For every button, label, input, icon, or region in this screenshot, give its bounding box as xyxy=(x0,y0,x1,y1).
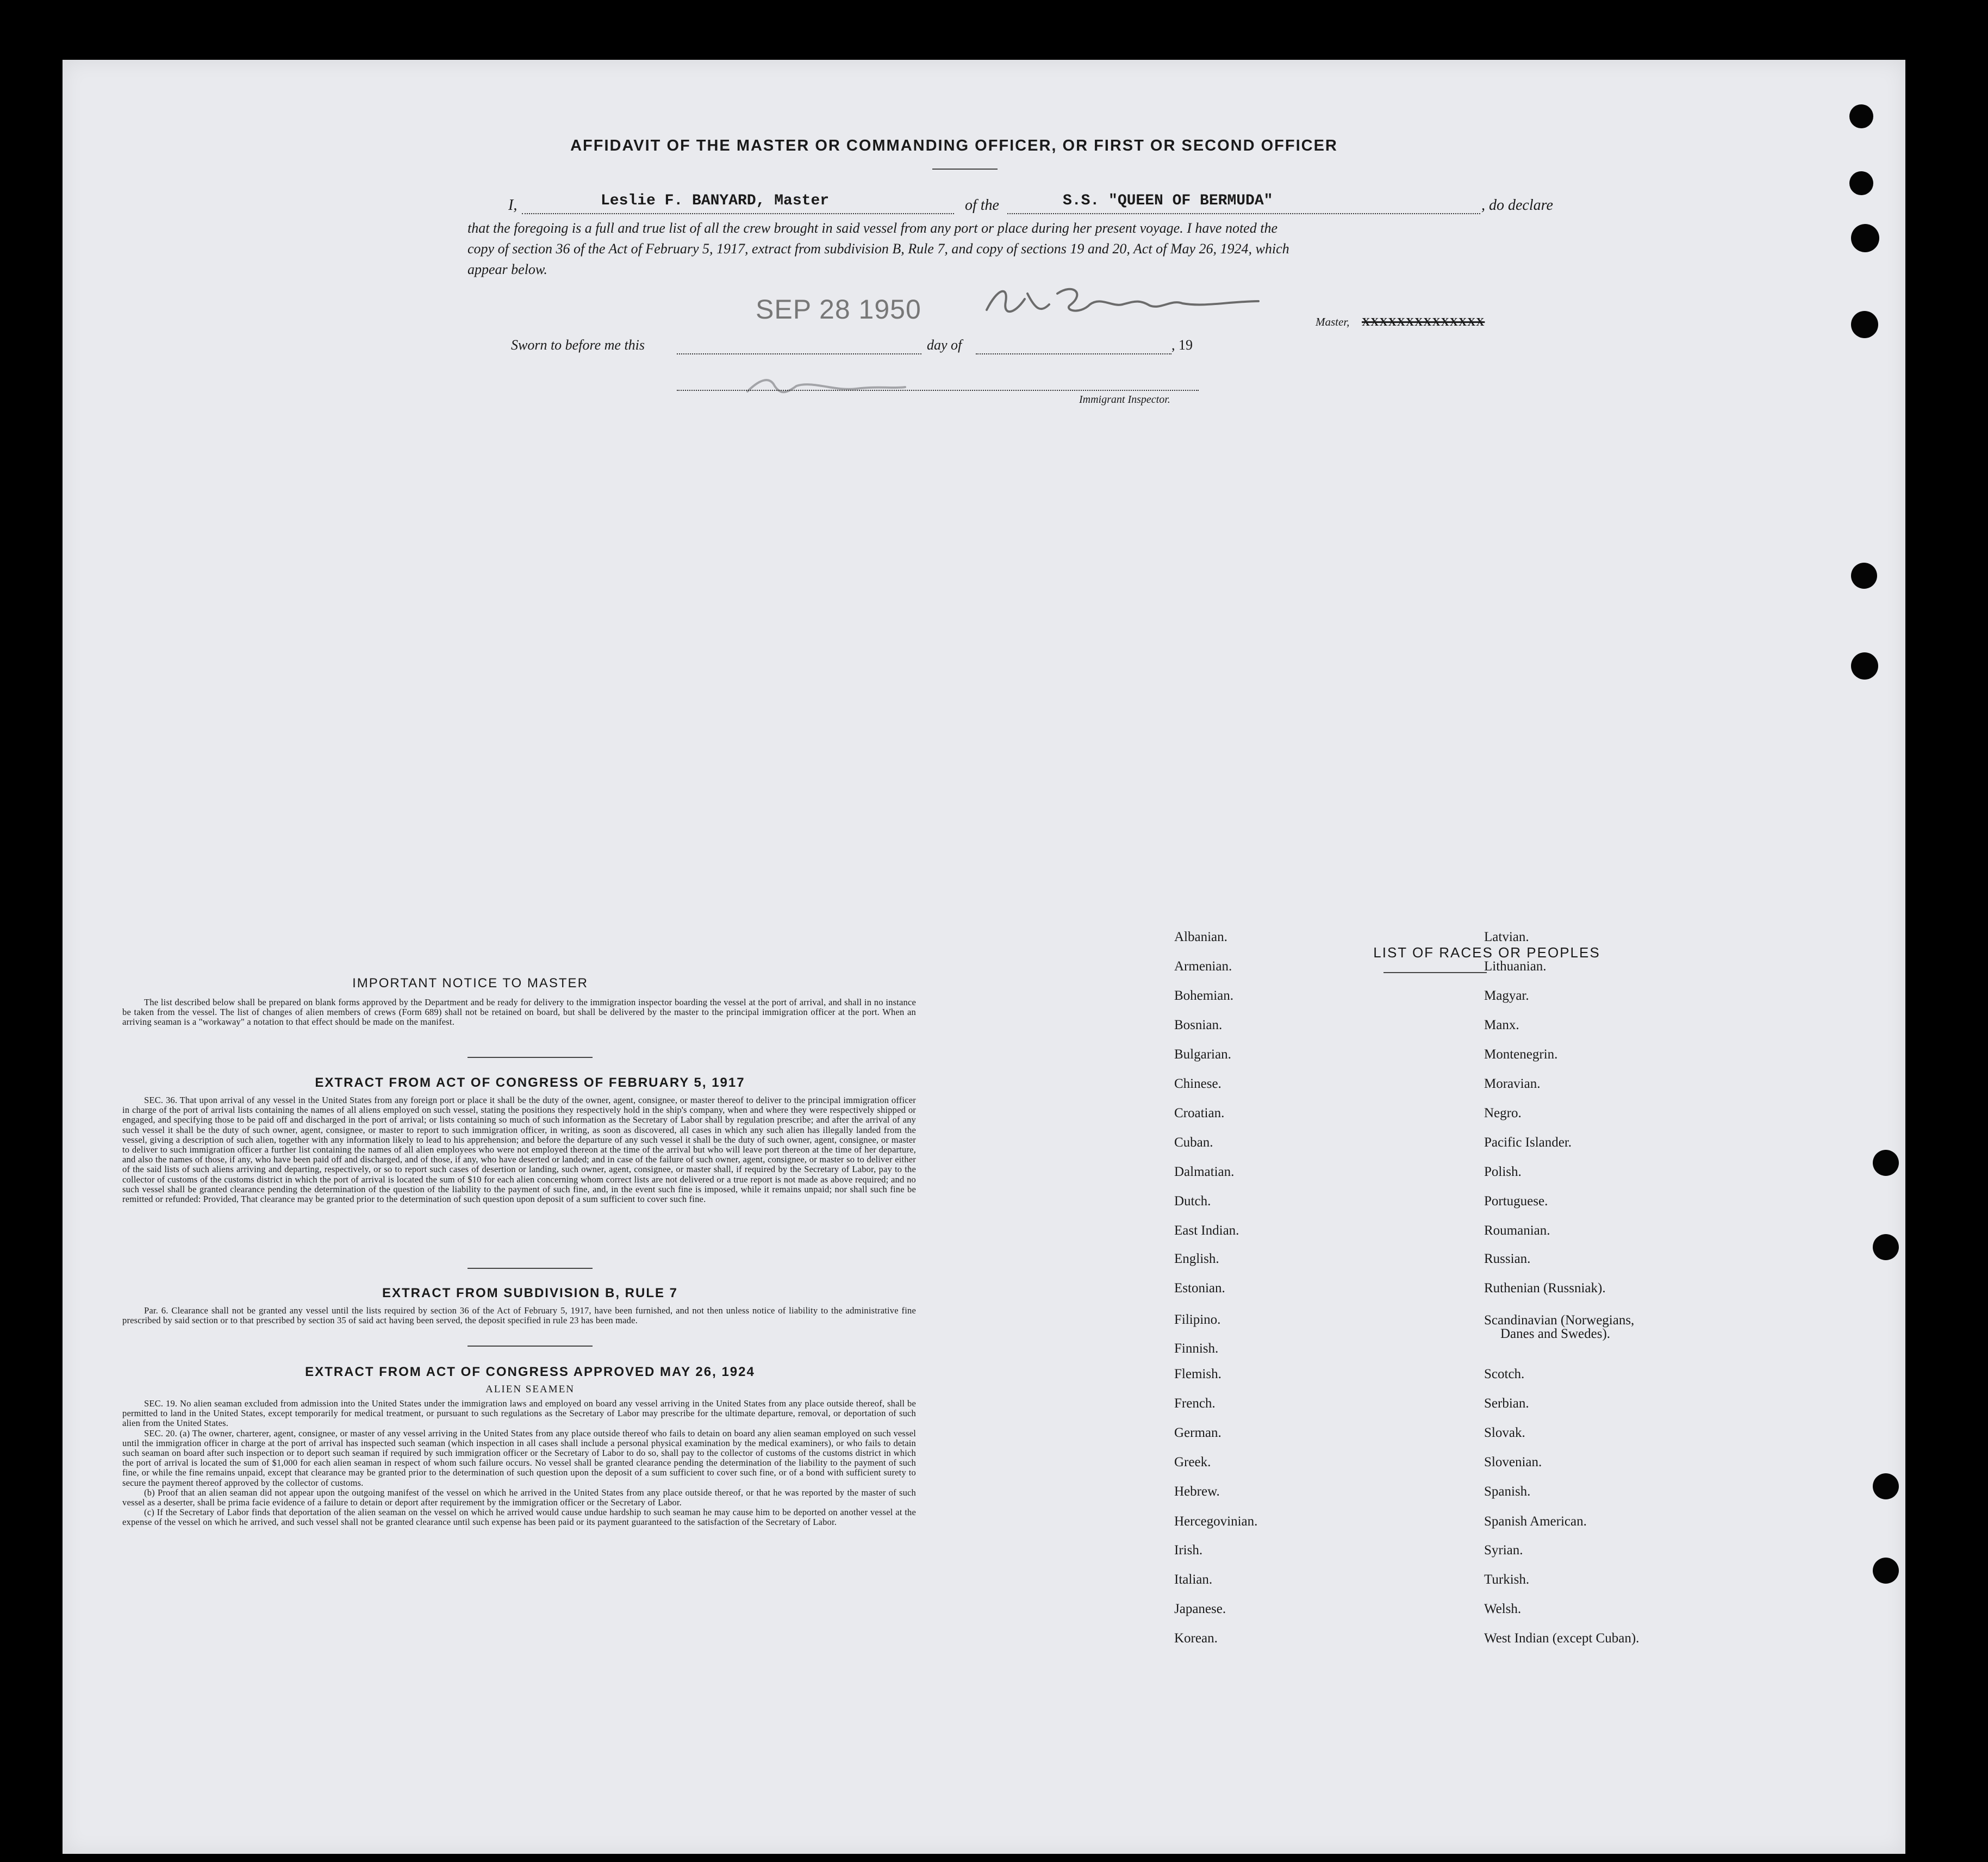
affidavit-body-line-2: copy of section 36 of the Act of February 5, 1917, extract from subdivision B, Rule 7, and copy of sections 19 and 20, Act of May 26, 1924, which xyxy=(468,241,1289,257)
race-item: Hercegovinian. xyxy=(1174,1514,1258,1529)
race-item: Spanish American. xyxy=(1484,1514,1587,1529)
race-item: Dutch. xyxy=(1174,1194,1211,1209)
punch-hole xyxy=(1851,311,1878,338)
extract-1924-title: EXTRACT FROM ACT OF CONGRESS APPROVED MAY 26, 1924 xyxy=(305,1365,755,1379)
punch-hole xyxy=(1873,1150,1899,1176)
race-item: Manx. xyxy=(1484,1018,1519,1032)
race-item: Ruthenian (Russniak). xyxy=(1484,1281,1606,1296)
race-item: Russian. xyxy=(1484,1251,1531,1266)
notice-section xyxy=(122,998,916,1027)
extract-rule7-section xyxy=(122,1306,916,1325)
extract-rule7-text: Par. 6. Clearance shall not be granted any vessel until the lists required by section 36 of the Act of February 5, 1917, have been furnished, and not then unless notice of liability to the administrative fine prescribed by said section or to that prescribed by section 35 of said act having been served, the deposit specified in rule 23 has been made. xyxy=(122,1305,916,1326)
extract-1924-section xyxy=(122,1399,916,1528)
i-label: I, xyxy=(508,197,518,214)
punch-hole xyxy=(1873,1558,1899,1584)
punch-hole xyxy=(1851,652,1878,680)
master-name: Leslie F. BANYARD, Master xyxy=(601,192,830,209)
sworn-day-line xyxy=(677,353,921,354)
race-item: Spanish. xyxy=(1484,1484,1531,1499)
race-item: German. xyxy=(1174,1425,1222,1440)
race-item: Pacific Islander. xyxy=(1484,1135,1572,1150)
race-item: Roumanian. xyxy=(1484,1223,1550,1238)
affidavit-body-line-1: that the foregoing is a full and true list of all the crew brought in said vessel from any port or place during her present voyage. I have noted the xyxy=(468,220,1277,236)
race-item: Welsh. xyxy=(1484,1602,1522,1616)
race-item: Bosnian. xyxy=(1174,1018,1223,1032)
inspector-label: Immigrant Inspector. xyxy=(1079,394,1170,406)
race-item: Hebrew. xyxy=(1174,1484,1220,1499)
day-of-label: day of xyxy=(927,337,962,353)
race-item: Turkish. xyxy=(1484,1572,1530,1587)
date-stamp: SEP 28 1950 xyxy=(756,294,921,325)
vessel-line xyxy=(1007,213,1480,214)
race-item: Bohemian. xyxy=(1174,988,1234,1003)
race-item: French. xyxy=(1174,1396,1216,1411)
race-item: Croatian. xyxy=(1174,1106,1225,1120)
races-title: LIST OF RACES OR PEOPLES xyxy=(1373,944,1600,961)
race-item: Moravian. xyxy=(1484,1076,1541,1091)
race-item: Magyar. xyxy=(1484,988,1529,1003)
race-item: Syrian. xyxy=(1484,1543,1523,1558)
race-item: Slovak. xyxy=(1484,1425,1525,1440)
punch-hole xyxy=(1849,171,1873,195)
document-page xyxy=(63,60,1905,1854)
race-item: Danes and Swedes). xyxy=(1500,1327,1611,1341)
race-item: Scandinavian (Norwegians, xyxy=(1484,1313,1635,1328)
race-item: Estonian. xyxy=(1174,1281,1225,1296)
sworn-month-line xyxy=(976,353,1171,354)
punch-hole xyxy=(1873,1234,1899,1260)
extract-1917-title: EXTRACT FROM ACT OF CONGRESS OF FEBRUARY 5, 1917 xyxy=(315,1075,745,1090)
race-item: Portuguese. xyxy=(1484,1194,1548,1209)
of-the-label: of the xyxy=(965,197,999,214)
race-item: Filipino. xyxy=(1174,1312,1221,1327)
races-title-rule xyxy=(1384,972,1487,973)
race-item: Irish. xyxy=(1174,1543,1203,1558)
race-item: Finnish. xyxy=(1174,1341,1219,1356)
title-rule xyxy=(932,169,998,170)
affidavit-title: AFFIDAVIT OF THE MASTER OR COMMANDING OFFICER, OR FIRST OR SECOND OFFICER xyxy=(570,137,1338,154)
section-rule xyxy=(468,1268,593,1269)
race-item: Negro. xyxy=(1484,1106,1522,1120)
inspector-line xyxy=(677,390,1199,391)
race-item: Chinese. xyxy=(1174,1076,1222,1091)
sec20a-text: SEC. 20. (a) The owner, charterer, agent, consignee, or master of any vessel arriving in the United States from any place outside thereof who fails to detain on board any alien seaman employed on such vessel until the immigration officer in charge at the port of arrival has inspected such seaman (which inspection in all cases shall include a personal physical examination by the medical examiners), or who fails to detain such seaman on board after such inspection or to deport such seaman if required by such immigration officer or the Secretary of Labor to do so, shall pay to the collector of customs of the customs district in which the port of arrival is located the sum of $1,000 for each alien seaman in respect of whom such failure occurs. No vessel shall be granted clearance pending the determination of the liability to the payment of such fine, or while the fine remains unpaid, except that clearance may be granted prior to the determination of such question upon the deposit of a sum sufficient to cover such fine, or of a bond with sufficient surety to secure the payment thereof approved by the collector of customs. xyxy=(122,1428,916,1488)
name-line xyxy=(522,213,954,214)
section-rule xyxy=(468,1346,593,1347)
race-item: West Indian (except Cuban). xyxy=(1484,1631,1640,1646)
crossed-out-title: XXXXXXXXXXXXXX xyxy=(1362,315,1485,328)
race-item: Albanian. xyxy=(1174,930,1227,944)
punch-hole xyxy=(1849,104,1873,128)
race-item: Slovenian. xyxy=(1484,1455,1542,1469)
race-item: Lithuanian. xyxy=(1484,959,1547,974)
race-item: Polish. xyxy=(1484,1164,1522,1179)
race-item: Bulgarian. xyxy=(1174,1047,1231,1062)
extract-rule7-title: EXTRACT FROM SUBDIVISION B, RULE 7 xyxy=(382,1286,678,1300)
race-item: Cuban. xyxy=(1174,1135,1213,1150)
master-signature xyxy=(976,277,1280,326)
extract-1917-section xyxy=(122,1095,916,1204)
extract-1917-text: SEC. 36. That upon arrival of any vessel in the United States from any foreign port or place it shall be the duty of the owner, agent, consignee, or master thereof to deliver to the principal immigration officer in charge of the port of arrival lists containing the names of all aliens employed on such vessel, stating the positions they respectively hold in the ship's company, when and where they were respectively shipped or engaged, and specifying those to be paid off and discharged in the port of arrival; or lists containing so much of such information as the Secretary of Labor shall by regulation prescribe; and after the arrival of any such vessel it shall be the duty of such owner, agent, consignee, or master to report to such immigration officer, in writing, as soon as discovered, all cases in which any such alien has illegally landed from the vessel, giving a description of such alien, together with any information likely to lead to his apprehension; and before the departure of any such vessel it shall be the duty of such owner, agent, consignee, or master to deliver to such immigration officer a further list containing the names of all alien employees who were not employed thereon at the time of the arrival but who will leave port thereon at the time of her departure, and also the names of those, if any, who have been paid off and discharged, and of those, if any, who have deserted or landed; and in case of the failure of such owner, agent, consignee, or master so to deliver either of the said lists of such aliens arriving and departing, respectively, or so to report such cases of desertion or landing, such owner, agent, consignee, or master shall, if required by the Secretary of Labor, pay to the collector of customs of the customs district in which the port of arrival is located the sum of $10 for each alien concerning whom correct lists are not delivered or a true report is not made as above required; and no such vessel shall be granted clearance pending the determination of the question of the liability to the payment of such fine, and, in the event such fine is imposed, while it remains unpaid; nor shall such fine be remitted or refunded: Provided, That clearance may be granted prior to the determination of such question upon deposit of a sum sufficient to cover such fine. xyxy=(122,1095,916,1205)
punch-hole xyxy=(1851,563,1877,589)
year-label: , 19 xyxy=(1171,337,1193,353)
race-item: Armenian. xyxy=(1174,959,1232,974)
extract-1924-subtitle: ALIEN SEAMEN xyxy=(485,1384,575,1395)
affidavit-body-line-3: appear below. xyxy=(468,261,547,277)
notice-title: IMPORTANT NOTICE TO MASTER xyxy=(352,976,588,991)
race-item: English. xyxy=(1174,1251,1219,1266)
sec20c-text: (c) If the Secretary of Labor finds that deportation of the alien seaman on the vessel on which he arrived would cause undue hardship to such seaman he may cause him to be deported on another vessel at the expense of the vessel on which he arrived, and such vessel shall not be granted clearance until such expense has been paid or its payment guaranteed to the satisfaction of the Secretary of Labor. xyxy=(122,1507,916,1528)
sec19-text: SEC. 19. No alien seaman excluded from admission into the United States under the immigration laws and employed on board any vessel arriving in the United States from any place outside thereof, shall be permitted to land in the United States, except temporarily for medical treatment, or pursuant to such regulations as the Secretary of Labor may prescribe for the ultimate departure, removal, or deportation of such alien from the United States. xyxy=(122,1398,916,1429)
section-rule xyxy=(468,1057,593,1058)
sworn-label: Sworn to before me this xyxy=(511,337,645,353)
punch-hole xyxy=(1873,1473,1899,1499)
race-item: East Indian. xyxy=(1174,1223,1239,1238)
race-item: Montenegrin. xyxy=(1484,1047,1558,1062)
do-declare-label: , do declare xyxy=(1481,197,1553,214)
race-item: Italian. xyxy=(1174,1572,1213,1587)
punch-hole xyxy=(1851,224,1879,252)
race-item: Flemish. xyxy=(1174,1367,1222,1381)
race-item: Scotch. xyxy=(1484,1367,1525,1381)
race-item: Latvian. xyxy=(1484,930,1529,944)
race-item: Greek. xyxy=(1174,1455,1211,1469)
race-item: Korean. xyxy=(1174,1631,1218,1646)
vessel-name: S.S. "QUEEN OF BERMUDA" xyxy=(1063,192,1273,209)
inspector-signature xyxy=(737,370,911,402)
master-title: Master, xyxy=(1316,315,1350,328)
race-item: Japanese. xyxy=(1174,1602,1226,1616)
race-item: Dalmatian. xyxy=(1174,1164,1235,1179)
notice-text: The list described below shall be prepared on blank forms approved by the Department and be ready for delivery to the immigration inspector boarding the vessel at the port of arrival, and shall in no instance be taken from the vessel. The list of changes of alien members of crews (Form 689) shall not be retained on board, but shall be delivered by the master to the principal immigration officer at the port. When an arriving seaman is a "workaway" a notation to that effect should be made on the manifest. xyxy=(122,997,916,1027)
sec20b-text: (b) Proof that an alien seaman did not appear upon the outgoing manifest of the vessel on which he arrived in the United States from any place outside thereof, or that he was reported by the master of such vessel as a deserter, shall be prima facie evidence of a failure to detain or deport after requirement by the immigration officer or the Secretary of Labor. xyxy=(122,1487,916,1508)
race-item: Serbian. xyxy=(1484,1396,1529,1411)
